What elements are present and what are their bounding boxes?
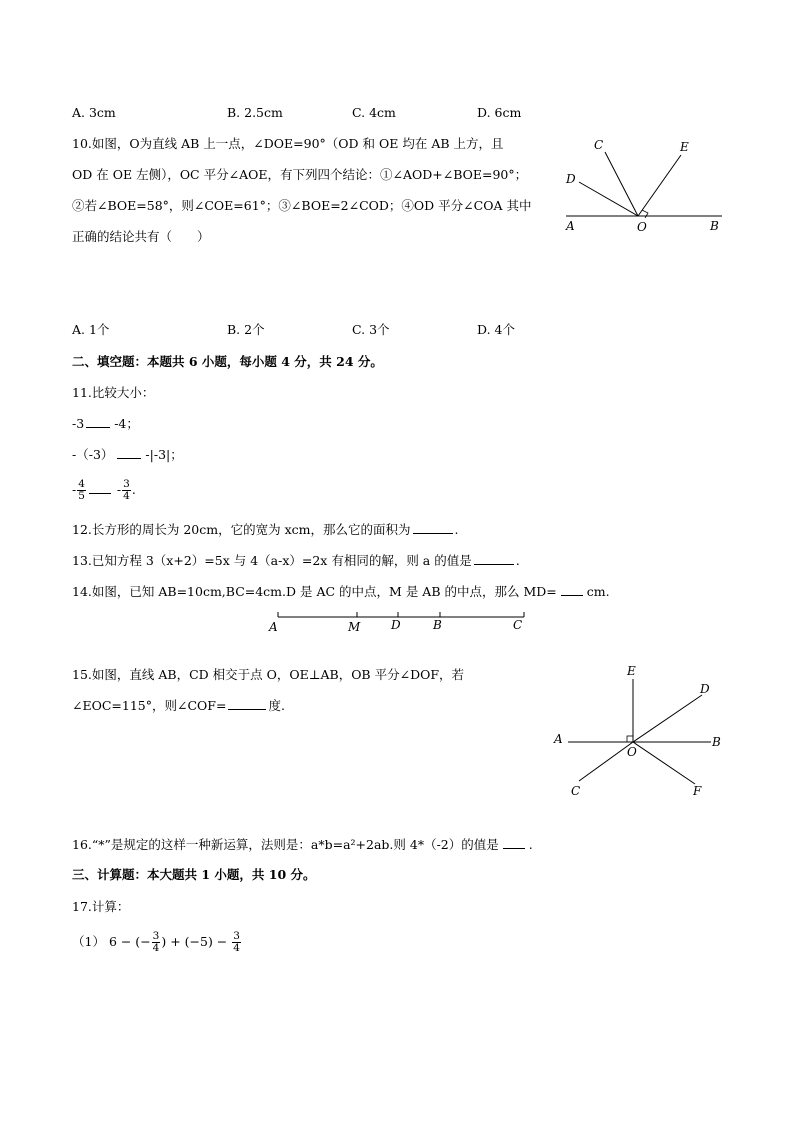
q13-end: . — [515, 553, 520, 568]
q15-label-a: A — [554, 732, 563, 746]
q10-option-a: A. 1个 — [72, 322, 110, 337]
q12-end: . — [454, 522, 459, 537]
q14-label-b: B — [433, 618, 442, 632]
q10-text-line4: 正确的结论共有（ ） — [72, 229, 210, 244]
q9-option-d: D. 6cm — [477, 105, 522, 120]
section2-heading: 二、填空题：本题共 6 小题，每小题 4 分，共 24 分。 — [72, 354, 383, 369]
q10-label-a: A — [566, 219, 575, 233]
q11-row3-sign2: - — [116, 482, 122, 497]
q14-end: cm. — [586, 584, 610, 599]
q17-fraction2 — [232, 931, 241, 954]
q13-text: 13.已知方程 3（x+2）=5x 与 4（a-x）=2x 有相同的解，则 a 的值是 — [72, 553, 472, 568]
q14-label-a: A — [269, 620, 278, 634]
q17-num1: 3 — [152, 930, 160, 942]
q17-part1 — [72, 926, 242, 958]
q10-text-line1: 10.如图，O为直线 AB 上一点，∠DOE=90°（OD 和 OE 均在 AB 上方，且 — [72, 136, 504, 151]
q15-label-c: C — [571, 784, 581, 798]
q16-line — [72, 836, 533, 854]
q11-row1-left: -3 — [72, 416, 85, 431]
q14-label-d: D — [391, 618, 401, 632]
q9-option-c: C. 4cm — [352, 105, 396, 120]
q9-option-b: B. 2.5cm — [227, 105, 283, 120]
q10-label-c: C — [594, 138, 604, 152]
q17-part1-expr-a: 6 − (− — [108, 934, 151, 949]
q15-label-o: O — [627, 745, 637, 759]
q10-option-d: D. 4个 — [477, 322, 515, 337]
q10-label-e: E — [680, 140, 689, 154]
q11-row2-left: -（-3） — [72, 447, 114, 462]
q15-label-f: F — [693, 784, 702, 798]
q15-end: 度. — [268, 698, 285, 713]
q14-text: 14.如图，已知 AB=10cm,BC=4cm.D 是 AC 的中点，M 是 AB 的中点，那么 MD= — [72, 584, 557, 599]
q11-row3-num1: 4 — [78, 478, 85, 490]
q17-fraction1 — [152, 931, 161, 954]
q16-blank — [503, 836, 525, 849]
q10-text-line3: ②若∠BOE=58°，则∠COE=61°；③∠BOE=2∠COD；④OD 平分∠COA 其中 — [72, 198, 532, 213]
q10-option-c: C. 3个 — [352, 322, 390, 337]
q10-label-d: D — [566, 172, 576, 186]
q17-title: 17.计算： — [72, 899, 130, 914]
q17-part1-expr-b: ) + (−5) − — [161, 934, 228, 949]
q15-text-line1: 15.如图，直线 AB，CD 相交于点 O，OE⊥AB，OB 平分∠DOF，若 — [72, 667, 465, 682]
q15-label-e: E — [627, 664, 636, 678]
q16-text: 16.“*”是规定的这样一种新运算，法则是：a*b=a²+2ab.则 4*（-2）的值是 — [72, 837, 499, 852]
q11-row1-right: -4； — [114, 416, 139, 431]
q11-row3-sign1: - — [72, 482, 77, 497]
q10-label-b: B — [710, 219, 719, 233]
q17-num2: 3 — [233, 930, 240, 942]
q11-row3-den1: 5 — [78, 490, 85, 502]
q11-row3-end: . — [131, 482, 136, 497]
section3-heading: 三、计算题：本大题共 1 小题，共 10 分。 — [72, 867, 316, 882]
q9-option-a: A. 3cm — [72, 105, 116, 120]
q11-row3-num2: 3 — [123, 478, 130, 490]
q11-row3-den2: 4 — [123, 490, 130, 502]
q15-label-d: D — [700, 682, 710, 696]
q14-label-m: M — [348, 620, 361, 634]
q10-label-o: O — [637, 220, 647, 234]
q17-den2: 4 — [233, 942, 240, 954]
q12-text: 12.长方形的周长为 20cm，它的宽为 xcm，那么它的面积为 — [72, 522, 411, 537]
q17-den1: 4 — [152, 942, 160, 954]
q15-text-line2: ∠EOC=115°，则∠COF= — [72, 698, 227, 713]
q11-row2-right: -|-3|； — [145, 447, 183, 462]
q16-end: . — [528, 837, 533, 852]
q10-text-line2: OD 在 OE 左侧），OC 平分∠AOE，有下列四个结论：①∠AOD+∠BOE=90°； — [72, 167, 528, 182]
q14-label-c: C — [513, 618, 523, 632]
q10-option-b: B. 2个 — [227, 322, 265, 337]
q15-label-b: B — [712, 735, 721, 749]
q17-part1-label: （1） — [72, 934, 105, 949]
q11-title: 11.比较大小： — [72, 385, 155, 400]
